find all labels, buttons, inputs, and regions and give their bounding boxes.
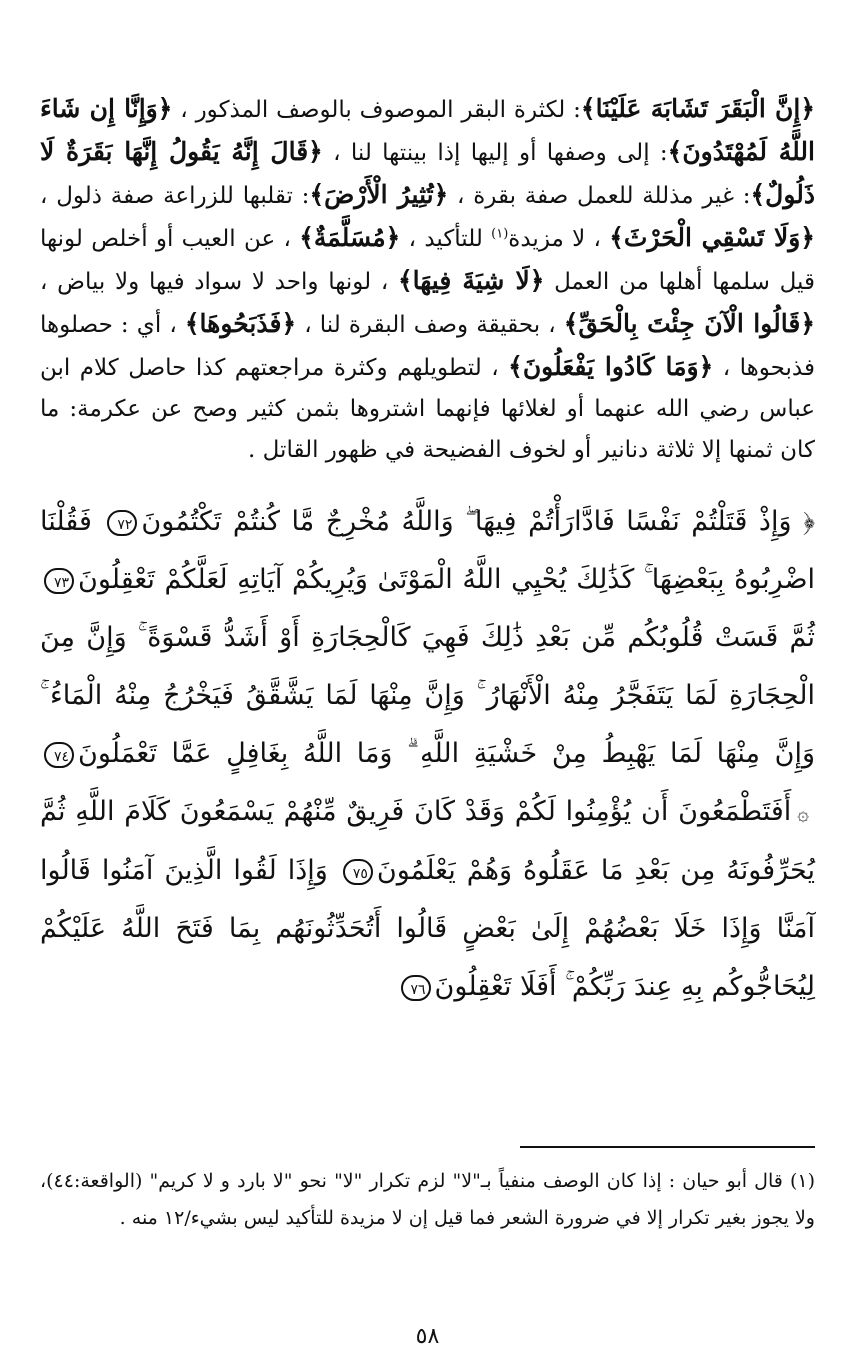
commentary-text: ، أي : حصلوها فذبحوها ،: [40, 312, 815, 381]
commentary-text: ، لونها واحد لا سواد فيها ولا بياض ،: [40, 269, 399, 295]
page-number: ٥٨: [415, 1324, 440, 1349]
tafsir-commentary: [40, 88, 815, 471]
verse-text: أَفَتَطْمَعُونَ أَن يُؤْمِنُوا لَكُمْ وَقَدْ كَانَ فَرِيقٌ مِّنْهُمْ يَسْمَعُونَ كَلَامَ اللَّهِ ثُمَّ يُحَرِّفُونَهُ مِن بَعْدِ مَا عَقَلُوهُ وَهُمْ يَعْلَمُونَ: [40, 796, 815, 886]
verse-text: وَإِذْ قَتَلْتُمْ نَفْسًا فَادَّارَأْتُمْ فِيهَا ۖ وَاللَّهُ مُخْرِجٌ مَّا كُنتُمْ تَكْتُمُونَ: [141, 506, 792, 537]
commentary-text: : لكثرة البقر الموصوف بالوصف المذكور ،: [172, 97, 581, 123]
ayah-number-marker: ٧٤: [44, 742, 74, 768]
commentary-text: للتأكيد ،: [400, 226, 492, 252]
commentary-text: ، عن العيب أو أخلص لونها قيل سلمها أهلها من العمل: [40, 226, 815, 295]
commentary-text: : غير مذللة للعمل صفة بقرة ،: [448, 183, 751, 209]
ayah-number-marker: ٧٥: [343, 859, 373, 885]
quran-quote: ﴿إِنَّ الْبَقَرَ تَشَابَهَ عَلَيْنَا﴾: [580, 94, 816, 123]
quran-quote: ﴿مُسَلَّمَةٌ﴾: [299, 223, 401, 252]
quran-quote: ﴿وَلَا تَسْقِي الْحَرْثَ﴾: [609, 223, 816, 252]
quran-quote: ﴿تُثِيرُ الْأَرْضَ﴾: [309, 180, 449, 209]
verse-text: وَإِذَا لَقُوا الَّذِينَ آمَنُوا قَالُوا آمَنَّا وَإِذَا خَلَا بَعْضُهُمْ إِلَىٰ بَعْضٍ قَالُوا أَتُحَدِّثُونَهُم بِمَا فَتَحَ اللَّهُ عَلَيْكُمْ لِيُحَاجُّوكُم بِهِ عِندَ رَبِّكُمْ ۚ أَفَلَا تَعْقِلُونَ: [40, 855, 815, 1002]
page: [40, 88, 815, 1363]
commentary-text: : إلى وصفها أو إليها إذا بينتها لنا ،: [322, 140, 668, 166]
commentary-text: ، بحقيقة وصف البقرة لنا ،: [296, 312, 564, 338]
quran-quote: ﴿وَمَا كَادُوا يَفْعَلُونَ﴾: [508, 352, 714, 381]
ayah-number-marker: ٧٢: [107, 510, 137, 536]
quran-quote: ﴿قَالُوا الْآنَ جِئْتَ بِالْحَقِّ﴾: [563, 309, 815, 338]
quran-quote: ﴿قَالَ إِنَّهُ يَقُولُ إِنَّهَا بَقَرَةٌ لَا ذَلُولٌ﴾: [40, 137, 816, 209]
commentary-paragraph: [40, 88, 815, 471]
hizb-marker-icon: ۞: [797, 801, 809, 825]
footnote-text: (١) قال أبو حيان : إذا كان الوصف منفياً بـ"لا" لزم تكرار "لا" نحو "لا بارد و لا كريم" (الواقعة:٤٤)، ولا يجوز بغير تكرار إلا في ضرورة الشعر فما قيل إن لا مزيدة للتأكيد ليس بشيء/١٢ منه .: [40, 1170, 815, 1229]
ornate-bracket: ﴿: [803, 506, 815, 537]
quran-verses: [40, 493, 815, 1016]
ayah-number-marker: ٧٦: [401, 975, 431, 1001]
commentary-text: : تقلبها للزراعة صفة ذلول ،: [40, 183, 310, 209]
quran-quote: ﴿لَا شِيَةَ فِيهَا﴾: [398, 266, 545, 295]
verse-text: فَقُلْنَا اضْرِبُوهُ بِبَعْضِهَا ۚ كَذَٰلِكَ يُحْيِي اللَّهُ الْمَوْتَىٰ وَيُرِيكُمْ آيَاتِهِ لَعَلَّكُمْ تَعْقِلُونَ: [40, 506, 815, 595]
verses-paragraph: [40, 493, 815, 1016]
commentary-text: ، لا مزيدة: [508, 226, 610, 252]
footnotes: [40, 1163, 815, 1237]
quran-quote: ﴿فَذَبَحُوهَا﴾: [184, 309, 297, 338]
verse-text: ثُمَّ قَسَتْ قُلُوبُكُم مِّن بَعْدِ ذَٰلِكَ فَهِيَ كَالْحِجَارَةِ أَوْ أَشَدُّ قَسْوَةً ۚ وَإِنَّ مِنَ الْحِجَارَةِ لَمَا يَتَفَجَّرُ مِنْهُ الْأَنْهَارُ ۚ وَإِنَّ مِنْهَا لَمَا يَشَّقَّقُ فَيَخْرُجُ مِنْهُ الْمَاءُ ۚ وَإِنَّ مِنْهَا لَمَا يَهْبِطُ مِنْ خَشْيَةِ اللَّهِ ۗ وَمَا اللَّهُ بِغَافِلٍ عَمَّا تَعْمَلُونَ: [40, 622, 815, 769]
commentary-text: ، لتطويلهم وكثرة مراجعتهم كذا حاصل كلام ابن عباس رضي الله عنهما أو لغلائها فإنهما اشتروها بثمن كثير وصح عن عكرمة: ما كان ثمنها إلا ثلاثة دنانير أو لخوف الفضيحة في ظهور القاتل .: [40, 355, 815, 463]
footnote-reference: (١): [491, 226, 509, 242]
quran-quote: ﴿وَإِنَّا إِن شَاءَ اللَّهُ لَمُهْتَدُونَ﴾: [40, 94, 815, 166]
footnote-divider: [520, 1146, 815, 1148]
ayah-number-marker: ٧٣: [44, 568, 74, 594]
